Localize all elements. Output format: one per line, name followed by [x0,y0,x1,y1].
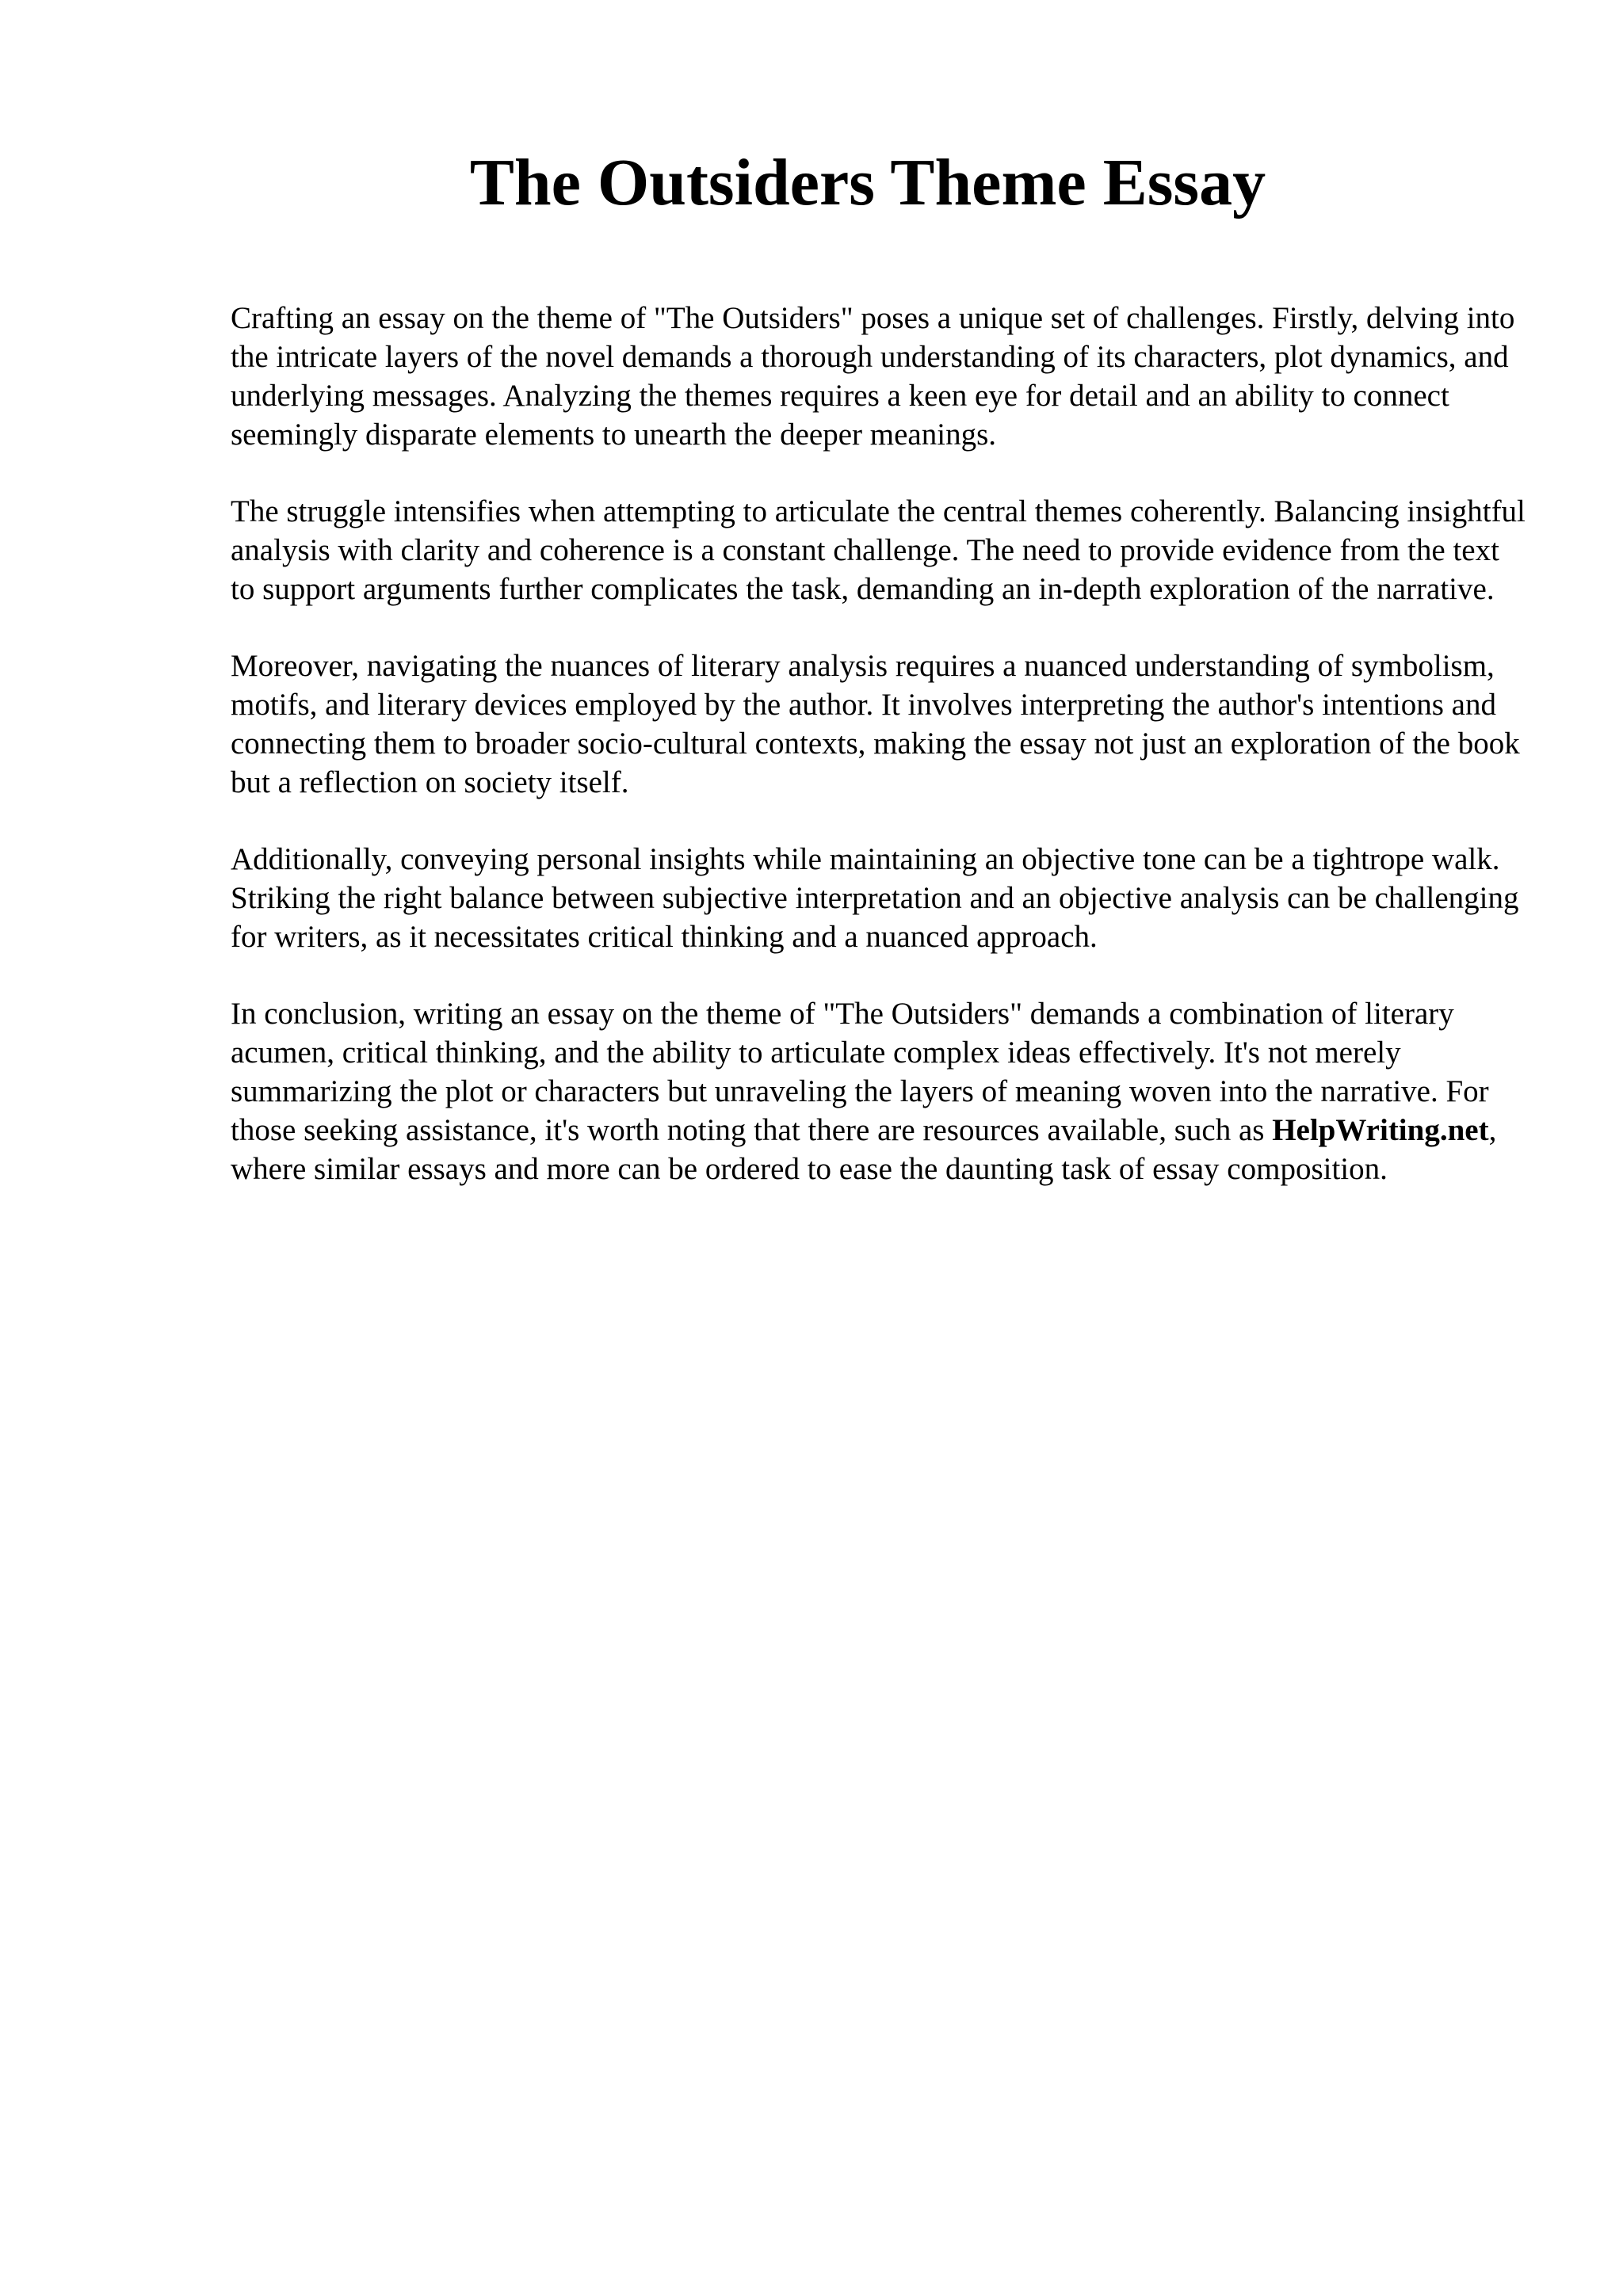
paragraph-2: The struggle intensifies when attempting to articulate the central themes coherently. Balancing insightful analysis with clarity and coherence is a constant challenge. The need to provide evidence from the text to support arguments further complicates the task, demanding an in-depth exploration of the narrative. [231,494,1526,606]
paragraph-1: Crafting an essay on the theme of "The Outsiders" poses a unique set of challenges. Firstly, delving into the intricate layers of the novel demands a thorough understanding of its characters, plot dynamics, and underlying messages. Analyzing the themes requires a keen eye for detail and an ability to connect seemingly disparate elements to unearth the deeper meanings. [231,301,1515,452]
conclusion-text-after-link: , where similar essays and more can be ordered to ease the daunting task of essay composition. [231,1113,1497,1186]
document-title: The Outsiders Theme Essay [469,146,1266,219]
conclusion-paragraph [231,994,1530,1188]
conclusion-text-before-link: In conclusion, writing an essay on the theme of "The Outsiders" demands a combination of literary acumen, critical thinking, and the ability to articulate complex ideas effectively. It's not merely summarizing the plot or characters but unraveling the layers of meaning woven into the narrative. For those seeking assistance, it's worth noting that there are resources available, such as [231,997,1489,1147]
paragraph-3: Moreover, navigating the nuances of literary analysis requires a nuanced understanding of symbolism, motifs, and literary devices employed by the author. It involves interpreting the author's intentions and connecting them to broader socio-cultural contexts, making the essay not just an exploration of the book but a reflection on society itself. [231,649,1520,799]
helpwriting-link[interactable]: HelpWriting.net [1272,1113,1489,1147]
paragraph-4: Additionally, conveying personal insights while maintaining an objective tone can be a tightrope walk. Striking the right balance between subjective interpretation and an objective analysis can be challenging for writers, as it necessitates critical thinking and a nuanced approach. [231,842,1519,954]
essay-body [231,299,1530,1188]
